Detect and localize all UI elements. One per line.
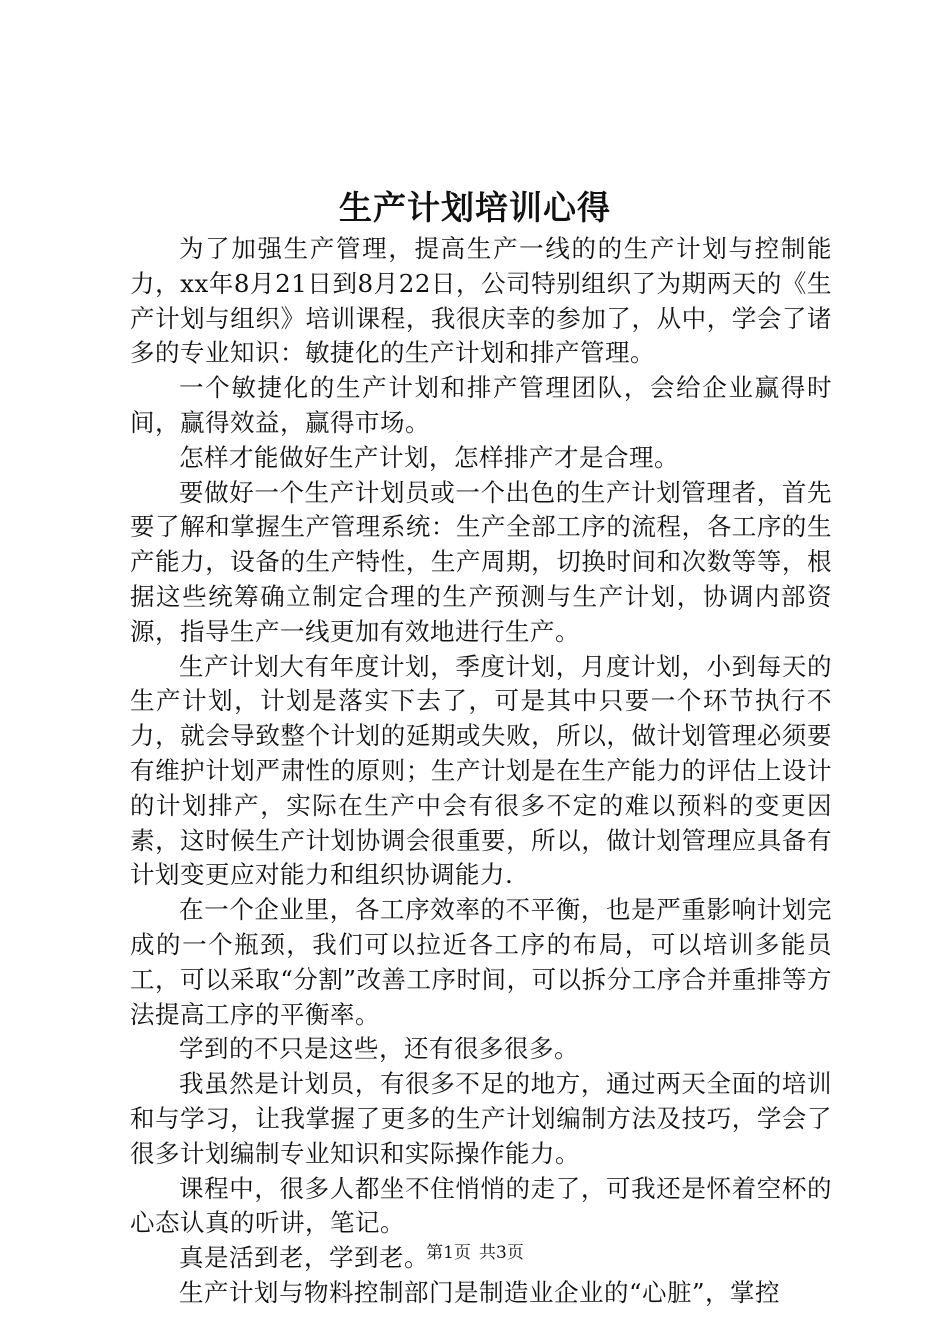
page-footer <box>0 1241 950 1265</box>
paragraph: 怎样才能做好生产计划，怎样排产才是合理。 <box>179 442 679 472</box>
paragraph: 为了加强生产管理，提高生产一线的的生产计划与控制能力，xx年8月21日到8月22日，公司特别组织了为期两天的《生产计划与组织》培训课程，我很庆幸的参加了，从中，学会了诸多的专业知识：敏捷化的生产计划和排产管理。 <box>130 234 832 368</box>
paragraph: 课程中，很多人都坐不住悄悄的走了，可我还是怀着空杯的心态认真的听讲，笔记。 <box>130 1173 832 1238</box>
document-title: 生产计划培训心得 <box>339 188 611 227</box>
document-body <box>130 232 832 1311</box>
paragraph: 学到的不只是这些，还有很多很多。 <box>179 1034 579 1064</box>
page-number: 第1页 <box>426 1243 471 1263</box>
paragraph: 真是活到老，学到老。 <box>179 1243 429 1273</box>
paragraph: 生产计划与物料控制部门是制造业企业的“心脏”，掌控 <box>179 1277 781 1307</box>
paragraph: 在一个企业里，各工序效率的不平衡，也是严重影响计划完成的一个瓶颈，我们可以拉近各工序的布局，可以培训多能员工，可以采取“分割”改善工序时间，可以拆分工序合并重排等方法提高工序的平衡率。 <box>130 895 832 1029</box>
paragraph: 生产计划大有年度计划，季度计划，月度计划，小到每天的生产计划，计划是落实下去了，可是其中只要一个环节执行不力，就会导致整个计划的延期或失败，所以，做计划管理必须要有维护计划严肃性的原则；生产计划是在生产能力的评估上设计的计划排产，实际在生产中会有很多不定的难以预料的变更因素，这时候生产计划协调会很重要，所以，做计划管理应具备有计划变更应对能力和组织协调能力. <box>130 651 832 890</box>
paragraph: 我虽然是计划员，有很多不足的地方，通过两天全面的培训和与学习，让我掌握了更多的生产计划编制方法及技巧，学会了很多计划编制专业知识和实际操作能力。 <box>130 1069 832 1168</box>
page-total: 共3页 <box>479 1243 524 1263</box>
paragraph: 要做好一个生产计划员或一个出色的生产计划管理者，首先要了解和掌握生产管理系统：生产全部工序的流程，各工序的生产能力，设备的生产特性，生产周期，切换时间和次数等等，根据这些统筹确立制定合理的生产预测与生产计划，协调内部资源，指导生产一线更加有效地进行生产。 <box>130 477 832 646</box>
paragraph: 一个敏捷化的生产计划和排产管理团队，会给企业赢得时间，赢得效益，赢得市场。 <box>130 373 832 437</box>
